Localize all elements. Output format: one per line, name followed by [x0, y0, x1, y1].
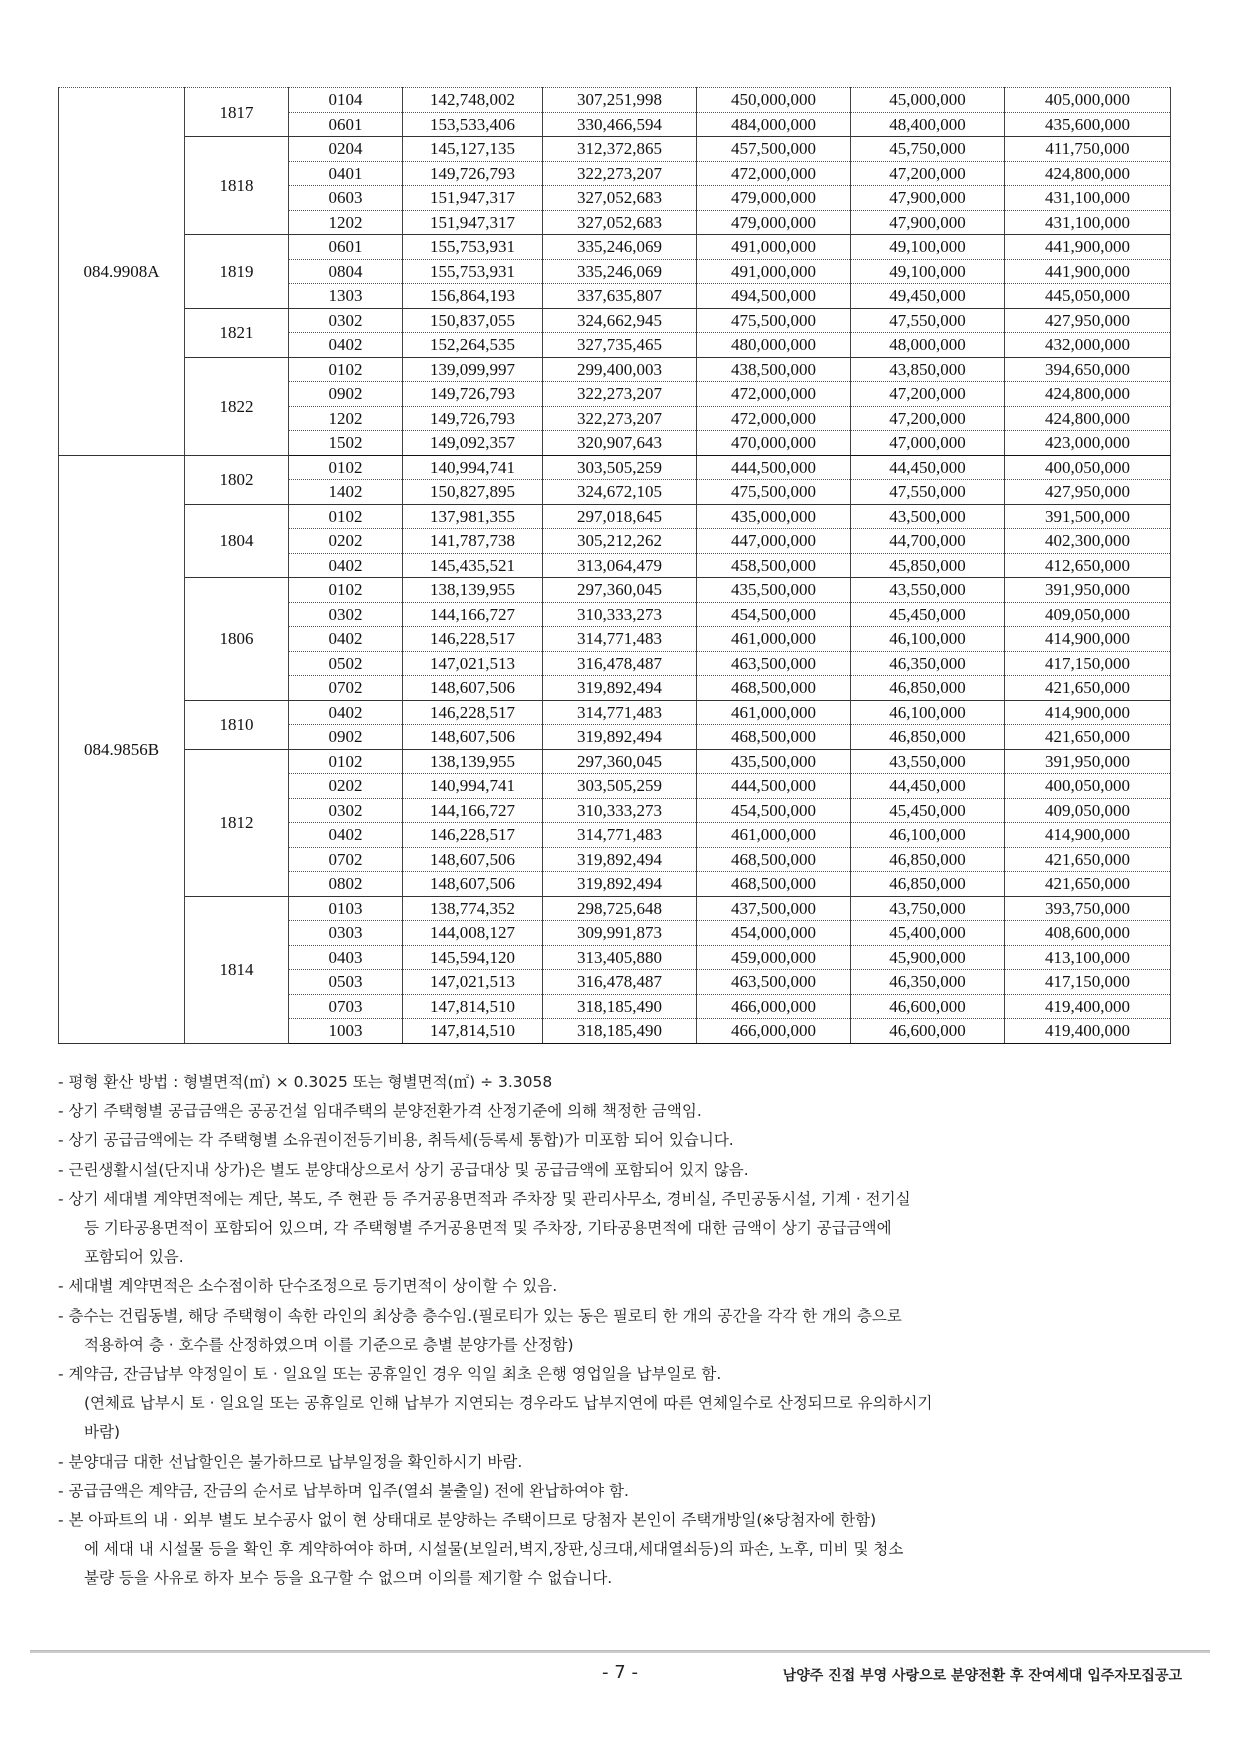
unit-cell: 1502 — [289, 431, 403, 456]
unit-cell: 0102 — [289, 455, 403, 480]
building-price-cell: 318,185,490 — [543, 994, 697, 1019]
note-continuation: (연체료 납부시 토 · 일요일 또는 공휴일로 인해 납부가 지연되는 경우라도 납부지연에 따른 연체일수로 산정되므로 유의하시기 — [84, 1394, 933, 1413]
note-item: - 공급금액은 계약금, 잔금의 순서로 납부하며 입주(열쇠 불출일) 전에 완납하여야 함. — [58, 1481, 629, 1500]
deposit-cell: 47,000,000 — [851, 431, 1005, 456]
deposit-cell: 46,600,000 — [851, 994, 1005, 1019]
building-cell: 1802 — [185, 455, 289, 504]
total-price-cell: 472,000,000 — [697, 406, 851, 431]
unit-cell: 0703 — [289, 994, 403, 1019]
unit-cell: 0804 — [289, 259, 403, 284]
unit-cell: 0302 — [289, 798, 403, 823]
balance-cell: 424,800,000 — [1005, 406, 1171, 431]
unit-cell: 0303 — [289, 921, 403, 946]
deposit-cell: 46,100,000 — [851, 823, 1005, 848]
balance-cell: 421,650,000 — [1005, 725, 1171, 750]
balance-cell: 421,650,000 — [1005, 676, 1171, 701]
building-price-cell: 312,372,865 — [543, 137, 697, 162]
total-price-cell: 466,000,000 — [697, 1019, 851, 1044]
deposit-cell: 47,900,000 — [851, 210, 1005, 235]
table-row — [59, 235, 1171, 260]
deposit-cell: 46,850,000 — [851, 847, 1005, 872]
deposit-cell: 45,750,000 — [851, 137, 1005, 162]
balance-cell: 414,900,000 — [1005, 627, 1171, 652]
total-price-cell: 438,500,000 — [697, 357, 851, 382]
table-row — [59, 896, 1171, 921]
deposit-cell: 45,400,000 — [851, 921, 1005, 946]
total-price-cell: 463,500,000 — [697, 970, 851, 995]
note-item: - 상기 세대별 계약면적에는 계단, 복도, 주 현관 등 주거공용면적과 주차장 및 관리사무소, 경비실, 주민공동시설, 기계 · 전기실 — [58, 1189, 911, 1208]
balance-cell: 400,050,000 — [1005, 774, 1171, 799]
total-price-cell: 450,000,000 — [697, 88, 851, 113]
total-price-cell: 461,000,000 — [697, 700, 851, 725]
balance-cell: 402,300,000 — [1005, 529, 1171, 554]
note-continuation: 포함되어 있음. — [84, 1248, 184, 1267]
building-price-cell: 319,892,494 — [543, 847, 697, 872]
building-price-cell: 298,725,648 — [543, 896, 697, 921]
note-continuation: 적용하여 층 · 호수를 산정하였으며 이를 기준으로 층별 분양가를 산정함) — [84, 1335, 574, 1354]
building-price-cell: 314,771,483 — [543, 627, 697, 652]
total-price-cell: 461,000,000 — [697, 627, 851, 652]
unit-cell: 1003 — [289, 1019, 403, 1044]
balance-cell: 427,950,000 — [1005, 480, 1171, 505]
unit-cell: 0902 — [289, 725, 403, 750]
deposit-cell: 45,900,000 — [851, 945, 1005, 970]
deposit-cell: 47,550,000 — [851, 480, 1005, 505]
deposit-cell: 47,200,000 — [851, 406, 1005, 431]
deposit-cell: 49,100,000 — [851, 259, 1005, 284]
deposit-cell: 46,600,000 — [851, 1019, 1005, 1044]
land-price-cell: 152,264,535 — [403, 333, 543, 358]
building-price-cell: 314,771,483 — [543, 823, 697, 848]
land-price-cell: 145,594,120 — [403, 945, 543, 970]
total-price-cell: 454,500,000 — [697, 798, 851, 823]
deposit-cell: 46,350,000 — [851, 651, 1005, 676]
document-title: 남양주 진접 부영 사랑으로 분양전환 후 잔여세대 입주자모집공고 — [782, 1668, 1182, 1684]
deposit-cell: 46,100,000 — [851, 627, 1005, 652]
table-row — [59, 749, 1171, 774]
unit-cell: 0702 — [289, 676, 403, 701]
building-cell: 1822 — [185, 357, 289, 455]
land-price-cell: 139,099,997 — [403, 357, 543, 382]
land-price-cell: 138,139,955 — [403, 578, 543, 603]
total-price-cell: 454,000,000 — [697, 921, 851, 946]
building-cell: 1817 — [185, 88, 289, 137]
total-price-cell: 468,500,000 — [697, 847, 851, 872]
total-price-cell: 484,000,000 — [697, 112, 851, 137]
unit-cell: 0601 — [289, 112, 403, 137]
deposit-cell: 46,850,000 — [851, 676, 1005, 701]
deposit-cell: 48,000,000 — [851, 333, 1005, 358]
table-row — [59, 357, 1171, 382]
balance-cell: 394,650,000 — [1005, 357, 1171, 382]
note-continuation: 불량 등을 사유로 하자 보수 등을 요구할 수 없으며 이의를 제기할 수 없습니다. — [84, 1569, 613, 1588]
total-price-cell: 491,000,000 — [697, 235, 851, 260]
balance-cell: 432,000,000 — [1005, 333, 1171, 358]
unit-cell: 0601 — [289, 235, 403, 260]
unit-cell: 0403 — [289, 945, 403, 970]
unit-cell: 0802 — [289, 872, 403, 897]
land-price-cell: 147,021,513 — [403, 970, 543, 995]
total-price-cell: 444,500,000 — [697, 455, 851, 480]
unit-cell: 0302 — [289, 602, 403, 627]
note-item: - 근린생활시설(단지내 상가)은 별도 분양대상으로서 상기 공급대상 및 공급금액에 포함되어 있지 않음. — [58, 1160, 749, 1179]
deposit-cell: 46,100,000 — [851, 700, 1005, 725]
total-price-cell: 475,500,000 — [697, 308, 851, 333]
land-price-cell: 149,726,793 — [403, 161, 543, 186]
balance-cell: 391,950,000 — [1005, 578, 1171, 603]
balance-cell: 391,950,000 — [1005, 749, 1171, 774]
building-price-cell: 313,405,880 — [543, 945, 697, 970]
unit-cell: 0902 — [289, 382, 403, 407]
table-row — [59, 578, 1171, 603]
unit-cell: 0702 — [289, 847, 403, 872]
total-price-cell: 479,000,000 — [697, 210, 851, 235]
building-price-cell: 305,212,262 — [543, 529, 697, 554]
table-row — [59, 88, 1171, 113]
land-price-cell: 149,726,793 — [403, 382, 543, 407]
balance-cell: 411,750,000 — [1005, 137, 1171, 162]
total-price-cell: 435,500,000 — [697, 749, 851, 774]
balance-cell: 412,650,000 — [1005, 553, 1171, 578]
unit-cell: 0302 — [289, 308, 403, 333]
unit-cell: 0204 — [289, 137, 403, 162]
building-price-cell: 324,672,105 — [543, 480, 697, 505]
total-price-cell: 494,500,000 — [697, 284, 851, 309]
balance-cell: 417,150,000 — [1005, 970, 1171, 995]
building-cell: 1814 — [185, 896, 289, 1043]
balance-cell: 391,500,000 — [1005, 504, 1171, 529]
total-price-cell: 435,500,000 — [697, 578, 851, 603]
building-price-cell: 299,400,003 — [543, 357, 697, 382]
unit-cell: 0402 — [289, 627, 403, 652]
building-cell: 1818 — [185, 137, 289, 235]
deposit-cell: 47,200,000 — [851, 382, 1005, 407]
building-price-cell: 310,333,273 — [543, 798, 697, 823]
building-price-cell: 297,360,045 — [543, 749, 697, 774]
total-price-cell: 437,500,000 — [697, 896, 851, 921]
unit-cell: 0402 — [289, 700, 403, 725]
balance-cell: 431,100,000 — [1005, 210, 1171, 235]
balance-cell: 421,650,000 — [1005, 872, 1171, 897]
deposit-cell: 47,900,000 — [851, 186, 1005, 211]
note-continuation: 등 기타공용면적이 포함되어 있으며, 각 주택형별 주거공용면적 및 주차장, 기타공용면적에 대한 금액이 상기 공급금액에 — [84, 1219, 892, 1238]
unit-cell: 0402 — [289, 823, 403, 848]
deposit-cell: 43,550,000 — [851, 749, 1005, 774]
land-price-cell: 156,864,193 — [403, 284, 543, 309]
building-cell: 1810 — [185, 700, 289, 749]
balance-cell: 445,050,000 — [1005, 284, 1171, 309]
total-price-cell: 468,500,000 — [697, 872, 851, 897]
land-price-cell: 144,166,727 — [403, 798, 543, 823]
balance-cell: 400,050,000 — [1005, 455, 1171, 480]
building-price-cell: 322,273,207 — [543, 382, 697, 407]
building-cell: 1804 — [185, 504, 289, 578]
building-price-cell: 319,892,494 — [543, 872, 697, 897]
table-row — [59, 308, 1171, 333]
unit-cell: 0503 — [289, 970, 403, 995]
total-price-cell: 479,000,000 — [697, 186, 851, 211]
land-price-cell: 144,166,727 — [403, 602, 543, 627]
unit-cell: 0202 — [289, 774, 403, 799]
building-price-cell: 303,505,259 — [543, 455, 697, 480]
building-price-cell: 297,018,645 — [543, 504, 697, 529]
land-price-cell: 150,827,895 — [403, 480, 543, 505]
total-price-cell: 470,000,000 — [697, 431, 851, 456]
land-price-cell: 151,947,317 — [403, 210, 543, 235]
total-price-cell: 463,500,000 — [697, 651, 851, 676]
building-cell: 1812 — [185, 749, 289, 896]
building-price-cell: 316,478,487 — [543, 651, 697, 676]
total-price-cell: 466,000,000 — [697, 994, 851, 1019]
land-price-cell: 147,814,510 — [403, 1019, 543, 1044]
table-row — [59, 700, 1171, 725]
note-item: - 본 아파트의 내 · 외부 별도 보수공사 없이 현 상태대로 분양하는 주택이므로 당첨자 본인이 주택개방일(※당첨자에 한함) — [58, 1511, 877, 1530]
land-price-cell: 142,748,002 — [403, 88, 543, 113]
balance-cell: 417,150,000 — [1005, 651, 1171, 676]
land-price-cell: 148,607,506 — [403, 676, 543, 701]
deposit-cell: 43,500,000 — [851, 504, 1005, 529]
balance-cell: 441,900,000 — [1005, 235, 1171, 260]
balance-cell: 409,050,000 — [1005, 798, 1171, 823]
deposit-cell: 49,450,000 — [851, 284, 1005, 309]
land-price-cell: 141,787,738 — [403, 529, 543, 554]
deposit-cell: 46,850,000 — [851, 725, 1005, 750]
land-price-cell: 148,607,506 — [403, 872, 543, 897]
land-price-cell: 137,981,355 — [403, 504, 543, 529]
balance-cell: 423,000,000 — [1005, 431, 1171, 456]
land-price-cell: 155,753,931 — [403, 235, 543, 260]
building-price-cell: 309,991,873 — [543, 921, 697, 946]
deposit-cell: 45,850,000 — [851, 553, 1005, 578]
housing-type-cell: 084.9856B — [59, 455, 185, 1043]
unit-cell: 0102 — [289, 357, 403, 382]
land-price-cell: 149,092,357 — [403, 431, 543, 456]
land-price-cell: 140,994,741 — [403, 774, 543, 799]
building-price-cell: 310,333,273 — [543, 602, 697, 627]
deposit-cell: 47,200,000 — [851, 161, 1005, 186]
unit-cell: 0603 — [289, 186, 403, 211]
total-price-cell: 457,500,000 — [697, 137, 851, 162]
deposit-cell: 44,450,000 — [851, 774, 1005, 799]
deposit-cell: 46,350,000 — [851, 970, 1005, 995]
total-price-cell: 461,000,000 — [697, 823, 851, 848]
land-price-cell: 150,837,055 — [403, 308, 543, 333]
building-price-cell: 327,052,683 — [543, 210, 697, 235]
unit-cell: 0402 — [289, 333, 403, 358]
housing-type-cell: 084.9908A — [59, 88, 185, 456]
balance-cell: 421,650,000 — [1005, 847, 1171, 872]
note-item: - 분양대금 대한 선납할인은 불가하므로 납부일정을 확인하시기 바람. — [58, 1452, 523, 1471]
building-price-cell: 335,246,069 — [543, 259, 697, 284]
unit-cell: 1402 — [289, 480, 403, 505]
footer-divider — [30, 1650, 1210, 1653]
unit-cell: 0401 — [289, 161, 403, 186]
total-price-cell: 472,000,000 — [697, 161, 851, 186]
land-price-cell: 138,774,352 — [403, 896, 543, 921]
building-price-cell: 324,662,945 — [543, 308, 697, 333]
land-price-cell: 148,607,506 — [403, 847, 543, 872]
deposit-cell: 43,850,000 — [851, 357, 1005, 382]
balance-cell: 414,900,000 — [1005, 823, 1171, 848]
deposit-cell: 45,450,000 — [851, 602, 1005, 627]
note-item: - 상기 주택형별 공급금액은 공공건설 임대주택의 분양전환가격 산정기준에 의해 책정한 금액임. — [58, 1102, 702, 1121]
notes-section — [58, 1068, 1178, 1594]
deposit-cell: 44,700,000 — [851, 529, 1005, 554]
land-price-cell: 146,228,517 — [403, 627, 543, 652]
price-table — [58, 87, 1171, 1044]
deposit-cell: 49,100,000 — [851, 235, 1005, 260]
balance-cell: 431,100,000 — [1005, 186, 1171, 211]
unit-cell: 0402 — [289, 553, 403, 578]
building-price-cell: 303,505,259 — [543, 774, 697, 799]
building-price-cell: 327,052,683 — [543, 186, 697, 211]
total-price-cell: 468,500,000 — [697, 676, 851, 701]
table-row — [59, 504, 1171, 529]
building-price-cell: 319,892,494 — [543, 676, 697, 701]
total-price-cell: 435,000,000 — [697, 504, 851, 529]
building-price-cell: 297,360,045 — [543, 578, 697, 603]
land-price-cell: 144,008,127 — [403, 921, 543, 946]
note-item: - 상기 공급금액에는 각 주택형별 소유권이전등기비용, 취득세(등록세 통합)가 미포함 되어 있습니다. — [58, 1131, 734, 1150]
balance-cell: 427,950,000 — [1005, 308, 1171, 333]
balance-cell: 414,900,000 — [1005, 700, 1171, 725]
building-price-cell: 337,635,807 — [543, 284, 697, 309]
note-item: - 층수는 건립동별, 해당 주택형이 속한 라인의 최상층 층수임.(필로티가 있는 동은 필로티 한 개의 공간을 각각 한 개의 층으로 — [58, 1306, 902, 1325]
total-price-cell: 444,500,000 — [697, 774, 851, 799]
balance-cell: 441,900,000 — [1005, 259, 1171, 284]
unit-cell: 1303 — [289, 284, 403, 309]
deposit-cell: 45,000,000 — [851, 88, 1005, 113]
land-price-cell: 140,994,741 — [403, 455, 543, 480]
land-price-cell: 145,435,521 — [403, 553, 543, 578]
price-table-container — [58, 87, 1170, 1044]
unit-cell: 0502 — [289, 651, 403, 676]
deposit-cell: 47,550,000 — [851, 308, 1005, 333]
unit-cell: 0102 — [289, 504, 403, 529]
total-price-cell: 447,000,000 — [697, 529, 851, 554]
deposit-cell: 43,750,000 — [851, 896, 1005, 921]
balance-cell: 413,100,000 — [1005, 945, 1171, 970]
building-price-cell: 322,273,207 — [543, 161, 697, 186]
unit-cell: 0103 — [289, 896, 403, 921]
unit-cell: 1202 — [289, 210, 403, 235]
building-price-cell: 316,478,487 — [543, 970, 697, 995]
building-price-cell: 314,771,483 — [543, 700, 697, 725]
price-table-body — [59, 88, 1171, 1044]
unit-cell: 0102 — [289, 749, 403, 774]
table-row — [59, 137, 1171, 162]
unit-cell: 0104 — [289, 88, 403, 113]
total-price-cell: 472,000,000 — [697, 382, 851, 407]
building-price-cell: 330,466,594 — [543, 112, 697, 137]
building-cell: 1806 — [185, 578, 289, 701]
total-price-cell: 458,500,000 — [697, 553, 851, 578]
balance-cell: 393,750,000 — [1005, 896, 1171, 921]
deposit-cell: 45,450,000 — [851, 798, 1005, 823]
balance-cell: 419,400,000 — [1005, 1019, 1171, 1044]
balance-cell: 424,800,000 — [1005, 161, 1171, 186]
land-price-cell: 145,127,135 — [403, 137, 543, 162]
balance-cell: 424,800,000 — [1005, 382, 1171, 407]
unit-cell: 0202 — [289, 529, 403, 554]
page-number: - 7 - — [602, 1662, 638, 1683]
note-continuation: 바람) — [84, 1423, 120, 1442]
unit-cell: 1202 — [289, 406, 403, 431]
building-price-cell: 319,892,494 — [543, 725, 697, 750]
note-continuation: 에 세대 내 시설물 등을 확인 후 계약하여야 하며, 시설물(보일러,벽지,장판,싱크대,세대열쇠등)의 파손, 노후, 미비 및 청소 — [84, 1540, 904, 1559]
total-price-cell: 468,500,000 — [697, 725, 851, 750]
total-price-cell: 459,000,000 — [697, 945, 851, 970]
land-price-cell: 153,533,406 — [403, 112, 543, 137]
total-price-cell: 475,500,000 — [697, 480, 851, 505]
deposit-cell: 44,450,000 — [851, 455, 1005, 480]
land-price-cell: 155,753,931 — [403, 259, 543, 284]
land-price-cell: 148,607,506 — [403, 725, 543, 750]
land-price-cell: 147,021,513 — [403, 651, 543, 676]
note-item: - 평형 환산 방법 : 형별면적(㎡) × 0.3025 또는 형별면적(㎡) ÷ 3.3058 — [58, 1073, 553, 1091]
table-row — [59, 455, 1171, 480]
total-price-cell: 454,500,000 — [697, 602, 851, 627]
land-price-cell: 147,814,510 — [403, 994, 543, 1019]
land-price-cell: 151,947,317 — [403, 186, 543, 211]
land-price-cell: 149,726,793 — [403, 406, 543, 431]
building-price-cell: 307,251,998 — [543, 88, 697, 113]
building-price-cell: 320,907,643 — [543, 431, 697, 456]
balance-cell: 409,050,000 — [1005, 602, 1171, 627]
land-price-cell: 138,139,955 — [403, 749, 543, 774]
total-price-cell: 491,000,000 — [697, 259, 851, 284]
deposit-cell: 43,550,000 — [851, 578, 1005, 603]
balance-cell: 419,400,000 — [1005, 994, 1171, 1019]
building-price-cell: 327,735,465 — [543, 333, 697, 358]
note-item: - 세대별 계약면적은 소수점이하 단수조정으로 등기면적이 상이할 수 있음. — [58, 1277, 558, 1296]
balance-cell: 405,000,000 — [1005, 88, 1171, 113]
balance-cell: 408,600,000 — [1005, 921, 1171, 946]
land-price-cell: 146,228,517 — [403, 700, 543, 725]
building-cell: 1821 — [185, 308, 289, 357]
total-price-cell: 480,000,000 — [697, 333, 851, 358]
unit-cell: 0102 — [289, 578, 403, 603]
land-price-cell: 146,228,517 — [403, 823, 543, 848]
deposit-cell: 48,400,000 — [851, 112, 1005, 137]
building-price-cell: 335,246,069 — [543, 235, 697, 260]
deposit-cell: 46,850,000 — [851, 872, 1005, 897]
note-item: - 계약금, 잔금납부 약정일이 토 · 일요일 또는 공휴일인 경우 익일 최초 은행 영업일을 납부일로 함. — [58, 1365, 722, 1384]
building-price-cell: 313,064,479 — [543, 553, 697, 578]
building-price-cell: 322,273,207 — [543, 406, 697, 431]
balance-cell: 435,600,000 — [1005, 112, 1171, 137]
building-price-cell: 318,185,490 — [543, 1019, 697, 1044]
building-cell: 1819 — [185, 235, 289, 309]
